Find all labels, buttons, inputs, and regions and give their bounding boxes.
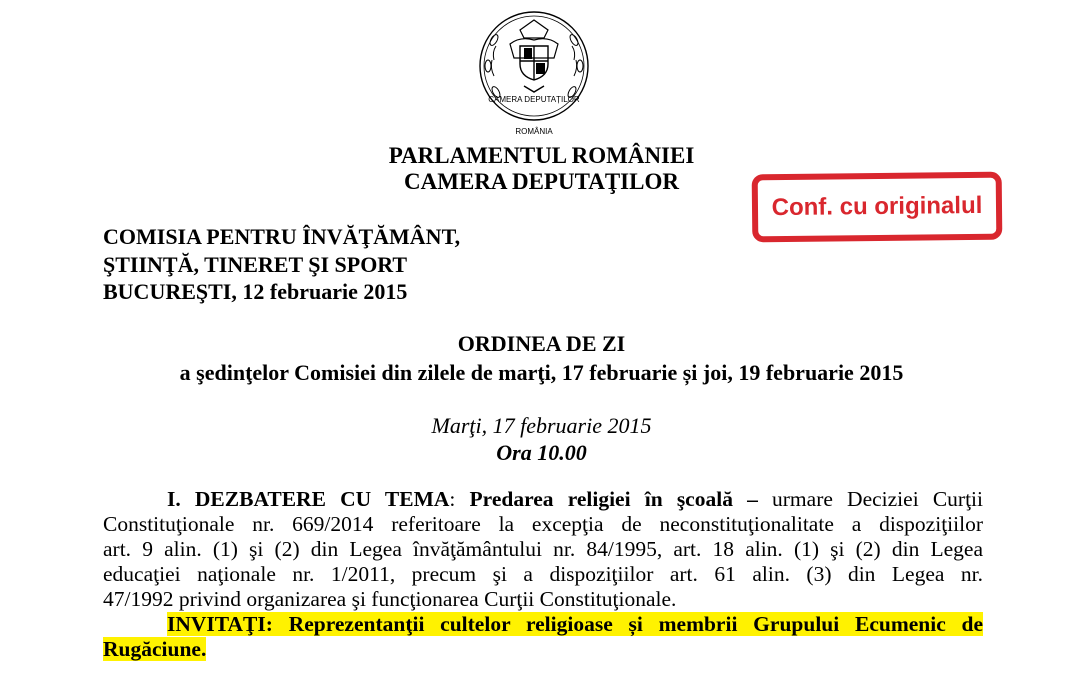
item-line: art. 9 alin. (1) şi (2) din Legea învăţământului nr. 84/1995, art. 18 alin. (1) şi (2) din Legea xyxy=(103,537,983,561)
item-first-line xyxy=(103,487,983,512)
parliament-title: PARLAMENTUL ROMÂNIEI xyxy=(388,143,695,168)
item-label: I. DEZBATERE CU TEMA xyxy=(167,487,450,511)
invited-text-1: INVITAŢI: Reprezentanţii cultelor religioase și membrii Grupului Ecumenic de xyxy=(167,612,983,636)
session-day: Marţi, 17 februarie 2015 xyxy=(431,413,652,438)
commission-line-1: COMISIA PENTRU ÎNVĂŢĂMÂNT, xyxy=(103,224,461,249)
country-label: ROMÂNIA xyxy=(515,127,553,136)
stamp-text: Conf. cu originalul xyxy=(771,191,983,222)
item-line: 47/1992 privind organizarea şi funcţionarea Curţii Constituţionale. xyxy=(103,587,677,611)
agenda-subtitle: a şedinţelor Comisiei din zilele de marţi, 17 februarie și joi, 19 februarie 2015 xyxy=(179,360,904,385)
commission-line-2: ŞTIINŢĂ, TINERET ŞI SPORT xyxy=(103,252,408,277)
item-colon: : xyxy=(449,487,470,511)
item-line: educaţiei naţionale nr. 1/2011, precum şi a dispoziţiilor art. 61 alin. (3) din Legea nr. xyxy=(103,562,983,586)
invited-line-end xyxy=(103,637,983,662)
invited-line xyxy=(103,612,983,637)
seal-text: CAMERA DEPUTAȚILOR xyxy=(488,95,580,104)
agenda-title: ORDINEA DE ZI xyxy=(457,331,626,356)
item-line: Constituţionale nr. 669/2014 referitoare la excepţia de neconstituţionalitate a dispoziţiilor xyxy=(103,512,983,536)
agenda-item-1 xyxy=(103,487,983,662)
coat-of-arms-seal xyxy=(474,6,594,138)
item-topic: Predarea religiei în şcoală – xyxy=(469,487,758,511)
chamber-title: CAMERA DEPUTAŢILOR xyxy=(404,169,679,194)
item-text-start: urmare Deciziei Curţii xyxy=(757,487,983,511)
invited-text-2: Rugăciune. xyxy=(103,637,207,661)
session-hour: Ora 10.00 xyxy=(496,440,587,465)
certified-stamp xyxy=(752,172,1003,243)
commission-date: BUCUREŞTI, 12 februarie 2015 xyxy=(103,279,408,304)
